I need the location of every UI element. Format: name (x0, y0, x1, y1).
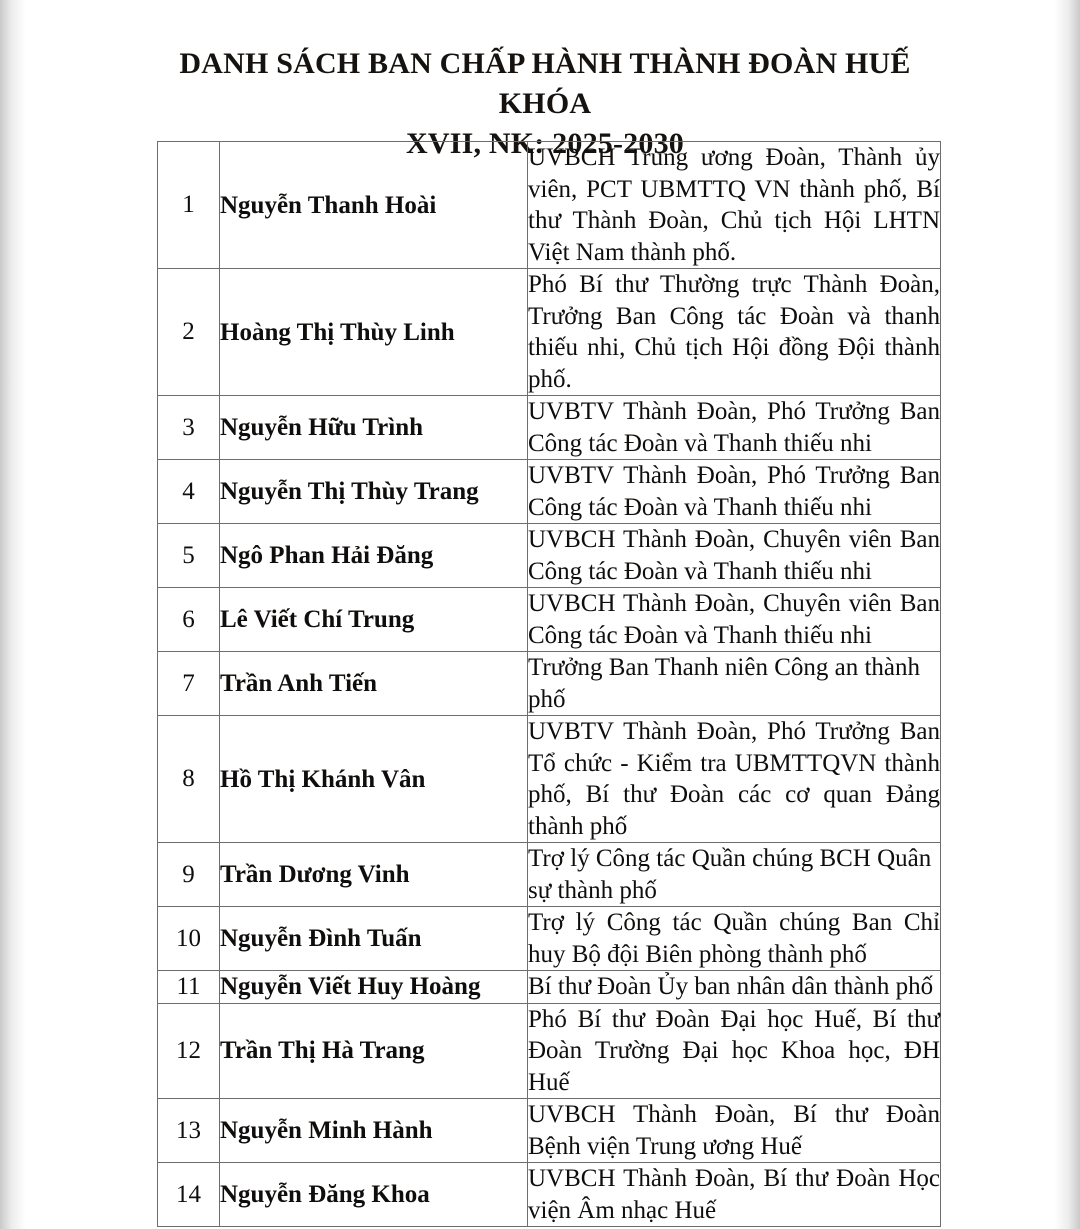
row-index: 5 (158, 524, 220, 588)
row-index: 8 (158, 716, 220, 843)
member-name: Trần Dương Vinh (220, 843, 528, 907)
member-role: UVBCH Thành Đoàn, Bí thư Đoàn Bệnh viện Trung ương Huế (528, 1099, 941, 1163)
member-name: Ngô Phan Hải Đăng (220, 524, 528, 588)
table-row (158, 716, 941, 843)
table-row (158, 1163, 941, 1227)
member-role: Trợ lý Công tác Quần chúng BCH Quân sự thành phố (528, 843, 941, 907)
member-name: Nguyễn Thị Thùy Trang (220, 460, 528, 524)
table-row (158, 971, 941, 1004)
row-index: 6 (158, 588, 220, 652)
member-role: UVBCH Thành Đoàn, Chuyên viên Ban Công tác Đoàn và Thanh thiếu nhi (528, 588, 941, 652)
member-name: Lê Viết Chí Trung (220, 588, 528, 652)
table-row (158, 269, 941, 396)
member-role: Trưởng Ban Thanh niên Công an thành phố (528, 652, 941, 716)
member-role: Phó Bí thư Đoàn Đại học Huế, Bí thư Đoàn Trường Đại học Khoa học, ĐH Huế (528, 1003, 941, 1099)
table-row (158, 460, 941, 524)
committee-roster-table (157, 141, 941, 1227)
row-index: 11 (158, 971, 220, 1004)
member-role: UVBTV Thành Đoàn, Phó Trưởng Ban Công tác Đoàn và Thanh thiếu nhi (528, 396, 941, 460)
row-index: 2 (158, 269, 220, 396)
member-name: Nguyễn Đình Tuấn (220, 907, 528, 971)
member-role: Trợ lý Công tác Quần chúng Ban Chỉ huy Bộ đội Biên phòng thành phố (528, 907, 941, 971)
table-row (158, 843, 941, 907)
table-row (158, 1099, 941, 1163)
member-name: Nguyễn Viết Huy Hoàng (220, 971, 528, 1004)
table-row (158, 142, 941, 269)
row-index: 4 (158, 460, 220, 524)
table-row (158, 588, 941, 652)
member-role: UVBTV Thành Đoàn, Phó Trưởng Ban Công tác Đoàn và Thanh thiếu nhi (528, 460, 941, 524)
member-name: Nguyễn Minh Hành (220, 1099, 528, 1163)
row-index: 1 (158, 142, 220, 269)
member-name: Trần Anh Tiến (220, 652, 528, 716)
page-title-line-2: XVII, NK: 2025-2030 (406, 127, 684, 160)
member-name: Trần Thị Hà Trang (220, 1003, 528, 1099)
row-index: 7 (158, 652, 220, 716)
table-row (158, 396, 941, 460)
member-name: Nguyễn Đăng Khoa (220, 1163, 528, 1227)
page-title-line-1: DANH SÁCH BAN CHẤP HÀNH THÀNH ĐOÀN HUẾ KHÓA (179, 47, 911, 120)
member-name: Hoàng Thị Thùy Linh (220, 269, 528, 396)
member-name: Nguyễn Hữu Trình (220, 396, 528, 460)
member-role: UVBCH Thành Đoàn, Chuyên viên Ban Công tác Đoàn và Thanh thiếu nhi (528, 524, 941, 588)
row-index: 14 (158, 1163, 220, 1227)
member-role: UVBCH Thành Đoàn, Bí thư Đoàn Học viện Âm nhạc Huế (528, 1163, 941, 1227)
roster-table-body (158, 142, 941, 1227)
row-index: 10 (158, 907, 220, 971)
table-row (158, 907, 941, 971)
table-row (158, 524, 941, 588)
member-role: UVBCH Trung ương Đoàn, Thành ủy viên, PCT UBMTTQ VN thành phố, Bí thư Thành Đoàn, Chủ tịch Hội LHTN Việt Nam thành phố. (528, 142, 941, 269)
member-role: Bí thư Đoàn Ủy ban nhân dân thành phố (528, 971, 941, 1004)
member-role: UVBTV Thành Đoàn, Phó Trưởng Ban Tổ chức - Kiểm tra UBMTTQVN thành phố, Bí thư Đoàn các cơ quan Đảng thành phố (528, 716, 941, 843)
row-index: 3 (158, 396, 220, 460)
row-index: 9 (158, 843, 220, 907)
row-index: 12 (158, 1003, 220, 1099)
table-row (158, 652, 941, 716)
member-role: Phó Bí thư Thường trực Thành Đoàn, Trưởng Ban Công tác Đoàn và thanh thiếu nhi, Chủ tịch Hội đồng Đội thành phố. (528, 269, 941, 396)
table-row (158, 1003, 941, 1099)
row-index: 13 (158, 1099, 220, 1163)
member-name: Hồ Thị Khánh Vân (220, 716, 528, 843)
member-name: Nguyễn Thanh Hoài (220, 142, 528, 269)
